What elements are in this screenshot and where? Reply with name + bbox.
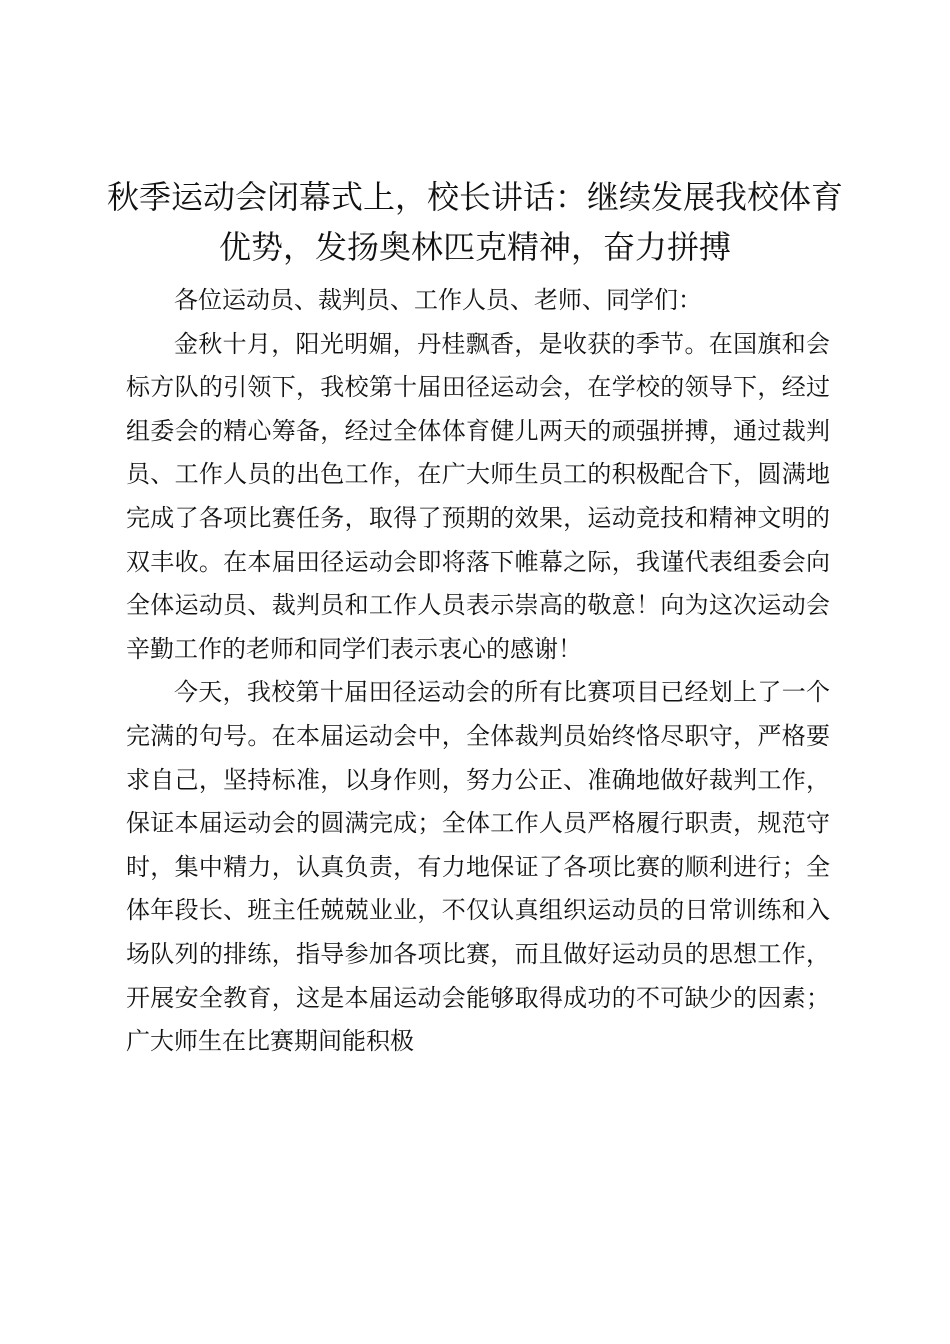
document-body: [126, 279, 830, 1064]
body-paragraph: 金秋十月，阳光明媚，丹桂飘香，是收获的季节。在国旗和会标方队的引领下，我校第十届田径运动会，在学校的领导下，经过组委会的精心筹备，经过全体体育健儿两天的顽强拼搏，通过裁判员、工作人员的出色工作，在广大师生员工的积极配合下，圆满地完成了各项比赛任务，取得了预期的效果，运动竞技和精神文明的双丰收。在本届田径运动会即将落下帷幕之际，我谨代表组委会向全体运动员、裁判员和工作人员表示崇高的敬意！向为这次运动会辛勤工作的老师和同学们表示衷心的感谢！: [126, 329, 830, 663]
salutation-paragraph: 各位运动员、裁判员、工作人员、老师、同学们：: [174, 286, 702, 314]
body-paragraph: 今天，我校第十届田径运动会的所有比赛项目已经划上了一个完满的句号。在本届运动会中，全体裁判员始终恪尽职守，严格要求自己，坚持标准，以身作则，努力公正、准确地做好裁判工作，保证本届运动会的圆满完成；全体工作人员严格履行职责，规范守时，集中精力，认真负责，有力地保证了各项比赛的顺利进行；全体年段长、班主任兢兢业业，不仅认真组织运动员的日常训练和入场队列的排练，指导参加各项比赛，而且做好运动员的思想工作，开展安全教育，这是本届运动会能够取得成功的不可缺少的因素；广大师生在比赛期间能积极: [126, 678, 830, 1056]
document-title: 秋季运动会闭幕式上，校长讲话：继续发展我校体育优势，发扬奥林匹克精神，奋力拼搏: [106, 178, 843, 266]
